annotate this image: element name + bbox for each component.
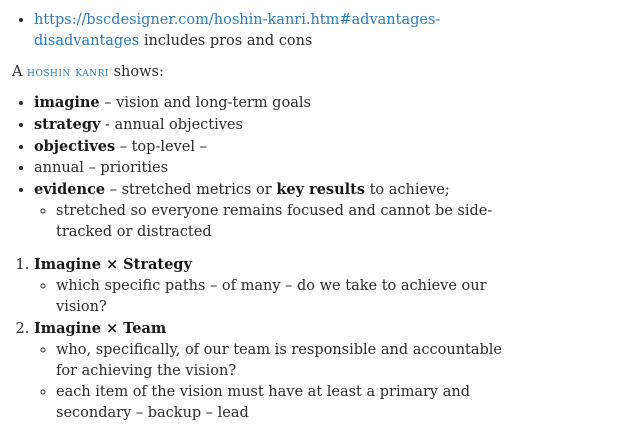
list-item-text: - annual objectives [100,117,243,133]
sublist-item: ◦ who, specifically, of our team is responsible and accountable for achieving the vision? [56,340,516,382]
numbered-item [34,318,594,424]
intro-prefix: A [12,64,28,80]
list-item-text-secondary: to achieve; [365,182,450,198]
hoshin-kanri-link[interactable]: https://bscdesigner.com/hoshin-kanri.htm#advantages-disadvantages [34,12,441,49]
evidence-sublist [34,201,554,243]
document-page [0,10,640,421]
list-item-text: – vision and long-term goals [99,95,311,111]
list-item-term-secondary: key results [276,181,365,198]
intro-paragraph [12,62,640,83]
list-item-term: strategy [34,116,101,133]
reference-item-text: includes pros and cons [139,33,313,49]
list-item-text: – top-level – [115,139,207,155]
list-item-term: evidence [34,181,106,198]
numbered-item [34,254,594,318]
list-item-term: objectives [34,138,116,155]
sublist-item: ◦ stretched so everyone remains focused and cannot be side-tracked or distracted [56,201,496,243]
list-item-text: – stretched metrics or [105,182,277,198]
numbered-list [0,254,640,424]
numbered-item-title: Imagine × Team [34,320,167,337]
list-item [34,114,554,136]
reference-list [0,10,640,52]
list-item [34,136,554,158]
list-item-term: imagine [34,94,100,111]
intro-suffix: shows: [108,64,164,80]
list-item [34,92,554,114]
numbered-item-title: Imagine × Strategy [34,256,192,273]
list-item [34,158,554,179]
hoshin-components-list [0,92,640,243]
sublist-item: ◦ each item of the vision must have at least a primary and secondary – backup – lead [56,382,516,424]
hoshin-kanri-term: hoshin kanri [27,65,109,80]
sublist-item: ◦ which specific paths – of many – do we take to achieve our vision? [56,276,516,318]
numbered-sublist [34,276,594,318]
reference-item [34,10,534,52]
numbered-sublist [34,340,594,424]
list-item [34,179,554,243]
list-item-text: annual – priorities [34,160,169,176]
